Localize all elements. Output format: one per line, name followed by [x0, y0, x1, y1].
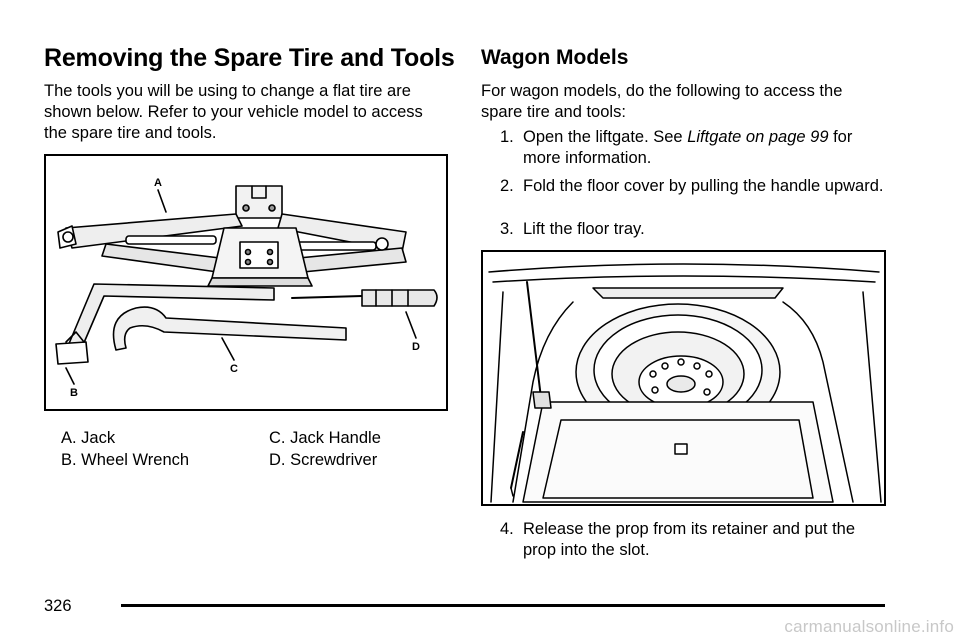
caption-wheel-wrench: B. Wheel Wrench	[61, 451, 190, 469]
label-a: A	[154, 177, 162, 189]
watermark: carmanualsonline.info	[784, 617, 954, 636]
step-number: 1.	[500, 128, 514, 146]
step-4	[481, 519, 886, 561]
step-number: 4.	[500, 520, 514, 538]
caption-screwdriver: D. Screwdriver	[269, 451, 378, 469]
wagon-drawing	[483, 252, 884, 504]
label-c: C	[230, 363, 238, 375]
subsection-heading: Wagon Models	[481, 46, 629, 69]
step-text: Lift the floor tray.	[523, 220, 645, 238]
step-text-after: for more information.	[523, 128, 853, 167]
step-1	[481, 127, 886, 169]
tools-drawing	[46, 156, 446, 409]
step-text: Fold the floor cover by pulling the handle upward.	[523, 177, 884, 195]
intro-paragraph: The tools you will be using to change a flat tire are shown below. Refer to your vehicle model to access the spare tire and tools.	[44, 82, 423, 142]
step-number: 2.	[500, 177, 514, 195]
label-b: B	[70, 387, 78, 399]
label-d: D	[412, 341, 420, 353]
footer-rule	[121, 604, 885, 607]
section-heading: Removing the Spare Tire and Tools	[44, 44, 455, 72]
page-number: 326	[44, 597, 72, 615]
step-text-before: Open the liftgate. See	[523, 128, 688, 146]
step-3	[481, 219, 886, 240]
tools-illustration	[44, 154, 448, 411]
liftgate-page-reference: Liftgate on page 99	[687, 128, 829, 146]
wagon-intro-paragraph: For wagon models, do the following to access the spare tire and tools:	[481, 82, 843, 121]
step-2	[481, 176, 886, 197]
step-number: 3.	[500, 220, 514, 238]
step-text	[523, 127, 886, 169]
caption-jack-handle: C. Jack Handle	[269, 429, 381, 447]
wagon-spare-tire-illustration	[481, 250, 886, 506]
step-text: Release the prop from its retainer and put the prop into the slot.	[523, 520, 856, 559]
caption-jack: A. Jack	[61, 429, 116, 447]
